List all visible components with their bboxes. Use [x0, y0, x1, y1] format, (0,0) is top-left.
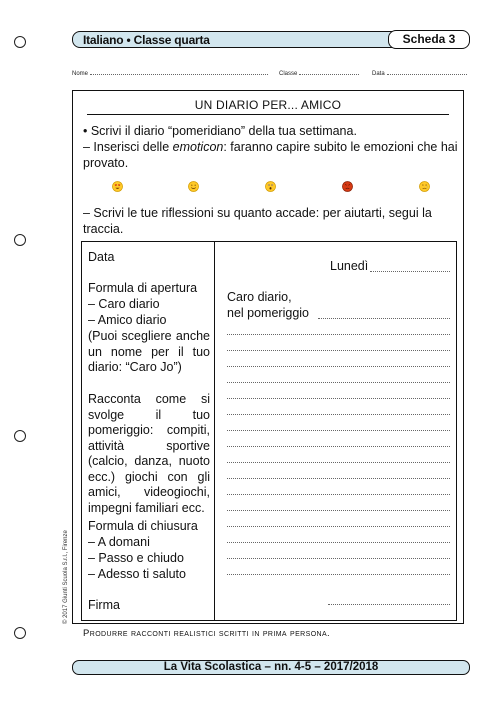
class-label: Classe: [279, 71, 298, 77]
day-writing-line[interactable]: [370, 271, 450, 272]
worksheet-title: UN DIARIO PER... AMICO: [194, 98, 342, 112]
date-guide: Data: [88, 250, 115, 264]
writing-line[interactable]: [227, 462, 450, 463]
column-divider: [214, 242, 215, 620]
afternoon-label: nel pomeriggio: [227, 306, 309, 320]
binder-hole: [14, 430, 26, 442]
emoticon-word: emoticon: [172, 140, 224, 154]
title-divider: [87, 114, 449, 115]
instruction-bullet: • Scrivi il diario “pomeridiano” della tua settimana.: [83, 124, 357, 138]
writing-line[interactable]: [227, 446, 450, 447]
signature-line[interactable]: [328, 604, 450, 605]
binder-hole: [14, 627, 26, 639]
closing-title: Formula di chiusura: [88, 519, 198, 533]
angry-emoji-icon: [342, 181, 353, 192]
class-field: [279, 68, 359, 77]
greeting-label: Caro diario,: [227, 290, 292, 304]
learning-goal: Produrre racconti realistici scritti in prima persona.: [83, 628, 331, 639]
writing-line[interactable]: [227, 398, 450, 399]
instruction-text: : faranno capire subito le emozioni che hai provato.: [83, 140, 458, 170]
sheet-label: Scheda 3: [388, 30, 470, 49]
writing-line[interactable]: [227, 382, 450, 383]
writing-line[interactable]: [227, 542, 450, 543]
writing-line[interactable]: [227, 334, 450, 335]
closing-option: – Adesso ti saluto: [88, 567, 186, 581]
instruction-reflect: – Scrivi le tue riflessioni su quanto accade: per aiutarti, segui la traccia.: [83, 206, 432, 236]
closing-option: – A domani: [88, 535, 150, 549]
signature-guide: Firma: [88, 598, 120, 612]
writing-line[interactable]: [227, 510, 450, 511]
writing-line[interactable]: [227, 526, 450, 527]
tell-guide: Racconta come si svolge il tuo pomeriggio: compiti, attività sportive (calcio, danza, nuoto ecc.) giochi con gli amici, videogiochi, impegni familiari ecc.: [88, 392, 210, 515]
class-dots: [299, 68, 359, 75]
binder-hole: [14, 36, 26, 48]
smiling-emoji-icon: [188, 181, 199, 192]
date-dots: [387, 68, 467, 75]
header-bar: [72, 31, 470, 48]
date-label: Data: [372, 71, 385, 77]
copyright-credit: © 2017 Giunti Scuola S.r.l., Firenze: [63, 530, 69, 624]
instruction-emoticon: [83, 139, 459, 171]
writing-line[interactable]: [227, 574, 450, 575]
writing-line[interactable]: [227, 558, 450, 559]
writing-line[interactable]: [227, 430, 450, 431]
date-field: [372, 68, 467, 77]
worksheet-card: [72, 90, 464, 639]
surprised-emoji-icon: [265, 181, 276, 192]
heart-eyes-emoji-icon: [112, 181, 123, 192]
opening-option: – Caro diario: [88, 297, 160, 311]
header-title: Italiano • Classe quarta: [83, 33, 210, 47]
footer-bar: La Vita Scolastica – nn. 4-5 – 2017/2018: [72, 660, 470, 675]
diary-table: [81, 241, 457, 621]
closing-option: – Passo e chiudo: [88, 551, 184, 565]
opening-title: Formula di apertura: [88, 281, 198, 295]
sad-emoji-icon: [419, 181, 430, 192]
name-label: Nome: [72, 71, 89, 77]
writing-line[interactable]: [227, 478, 450, 479]
writing-line[interactable]: [227, 414, 450, 415]
name-field: [72, 68, 268, 77]
writing-line[interactable]: [227, 366, 450, 367]
day-label: Lunedì: [330, 259, 369, 273]
writing-line[interactable]: [227, 494, 450, 495]
instruction-text: – Inserisci delle: [83, 140, 173, 154]
name-dots: [90, 68, 268, 75]
opening-option: – Amico diario: [88, 313, 167, 327]
opening-note: (Puoi scegliere anche un nome per il tuo diario: “Caro Jo”): [88, 329, 210, 374]
binder-hole: [14, 234, 26, 246]
writing-line[interactable]: [318, 318, 450, 319]
writing-line[interactable]: [227, 350, 450, 351]
